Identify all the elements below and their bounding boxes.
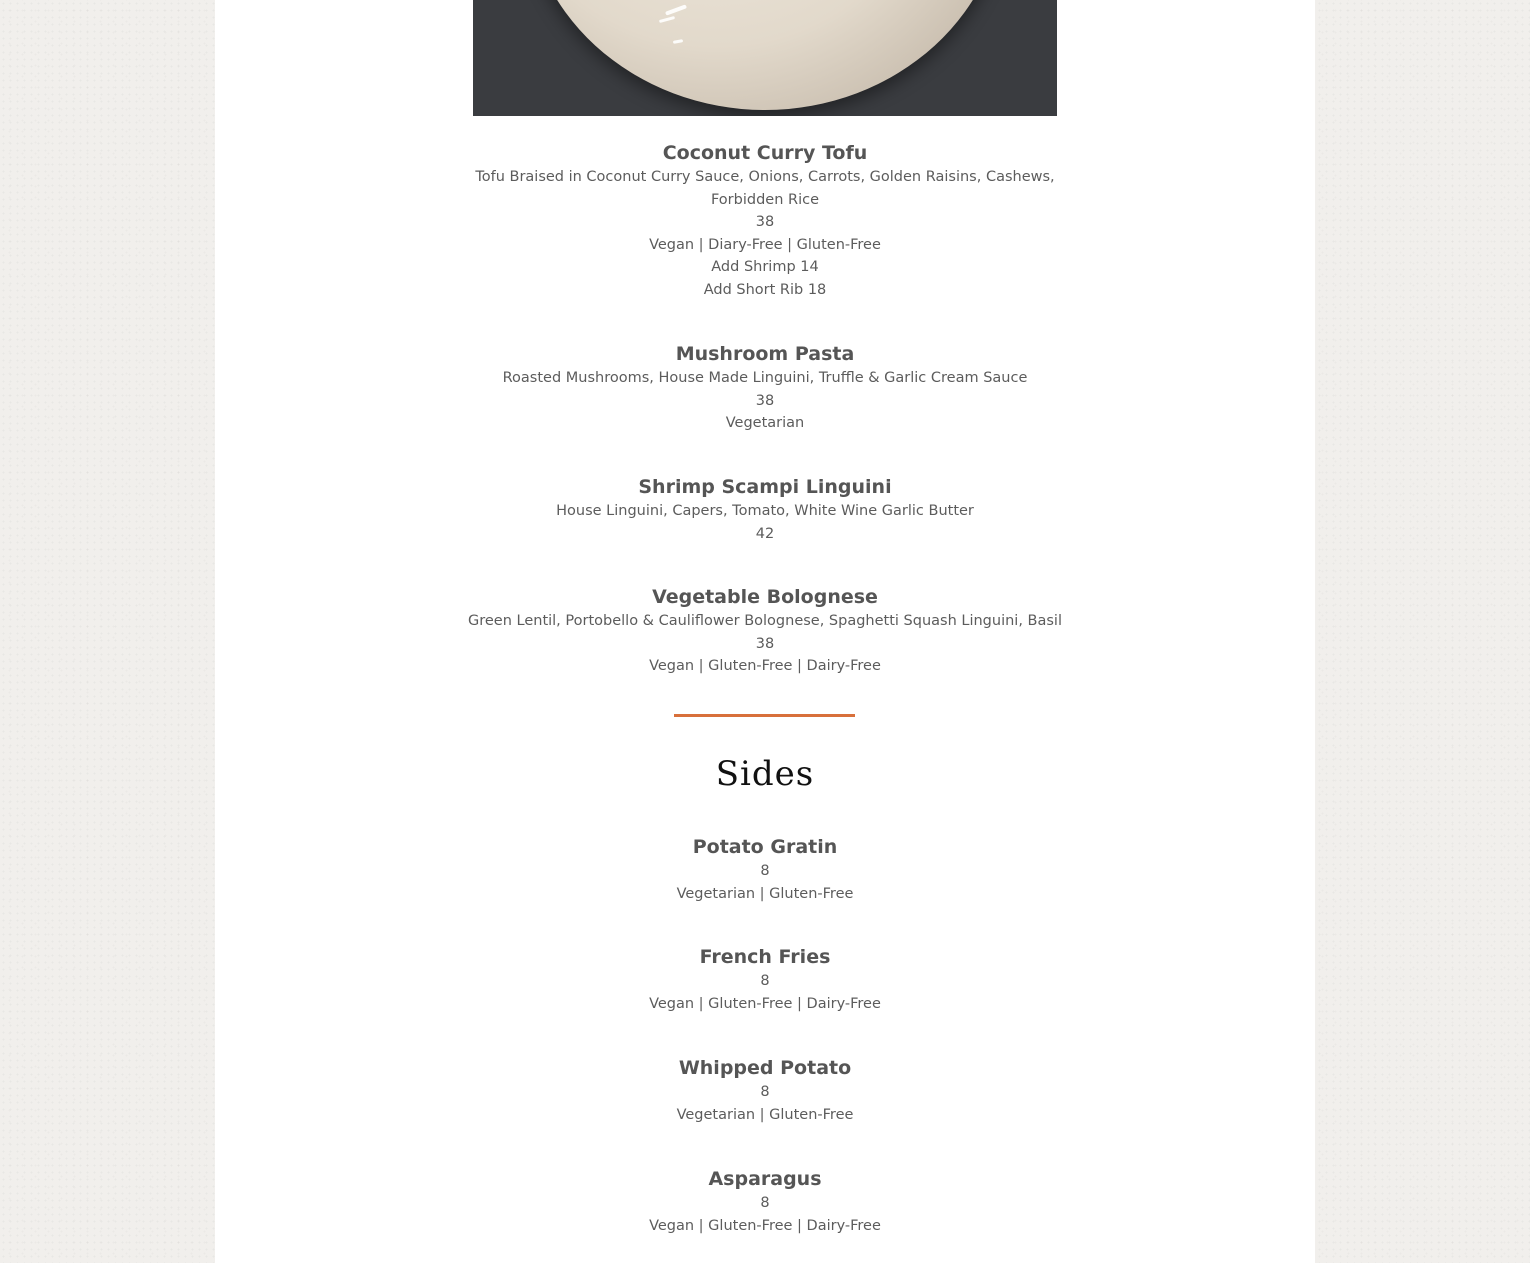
section-divider [674, 714, 855, 717]
item-name: Potato Gratin [692, 836, 838, 858]
item-description: House Linguini, Capers, Tomato, White Wine Garlic Butter [556, 503, 974, 519]
item-description: Tofu Braised in Coconut Curry Sauce, Onions, Carrots, Golden Raisins, Cashews, Forbidden Rice [475, 169, 1055, 208]
item-price: 38 [755, 392, 775, 409]
menu-item [215, 475, 1315, 545]
item-addon: Add Shrimp 14 [711, 259, 819, 275]
menu-item [215, 945, 1315, 1015]
item-name: Shrimp Scampi Linguini [638, 476, 892, 498]
item-price: 8 [760, 1084, 770, 1100]
dish-photo [473, 0, 1057, 116]
item-price: 38 [755, 214, 775, 230]
item-price: 38 [755, 635, 775, 652]
item-tags: Vegetarian [725, 415, 805, 431]
section-title-sides: Sides [715, 754, 815, 794]
item-price: 8 [760, 973, 770, 989]
menu-page [215, 0, 1315, 1263]
menu-item [215, 1056, 1315, 1126]
menu-item [215, 1167, 1315, 1237]
item-description: Green Lentil, Portobello & Cauliflower Bolognese, Spaghetti Squash Linguini, Basil [467, 613, 1062, 629]
item-name: Vegetable Bolognese [652, 586, 878, 608]
bowl-image [525, 0, 1005, 110]
item-addon: Add Short Rib 18 [703, 281, 827, 298]
item-tags: Vegan | Diary-Free | Gluten-Free [649, 236, 881, 253]
item-name: Coconut Curry Tofu [662, 142, 868, 164]
item-name: Asparagus [708, 1168, 822, 1190]
item-name: Whipped Potato [678, 1057, 852, 1079]
item-tags: Vegan | Gluten-Free | Dairy-Free [649, 658, 881, 674]
item-tags: Vegetarian | Gluten-Free [676, 885, 854, 902]
item-price: 8 [760, 1195, 770, 1211]
menu-item [215, 585, 1315, 678]
item-tags: Vegan | Gluten-Free | Dairy-Free [649, 1217, 881, 1234]
menu-item [215, 835, 1315, 905]
item-name: Mushroom Pasta [675, 343, 855, 365]
item-tags: Vegetarian | Gluten-Free [676, 1106, 854, 1123]
item-price: 42 [755, 525, 775, 542]
menu-item [215, 141, 1315, 301]
item-description: Roasted Mushrooms, House Made Linguini, Truffle & Garlic Cream Sauce [502, 370, 1028, 386]
item-price: 8 [760, 863, 770, 879]
menu-item [215, 342, 1315, 435]
item-tags: Vegan | Gluten-Free | Dairy-Free [649, 995, 881, 1012]
item-name: French Fries [699, 946, 831, 968]
